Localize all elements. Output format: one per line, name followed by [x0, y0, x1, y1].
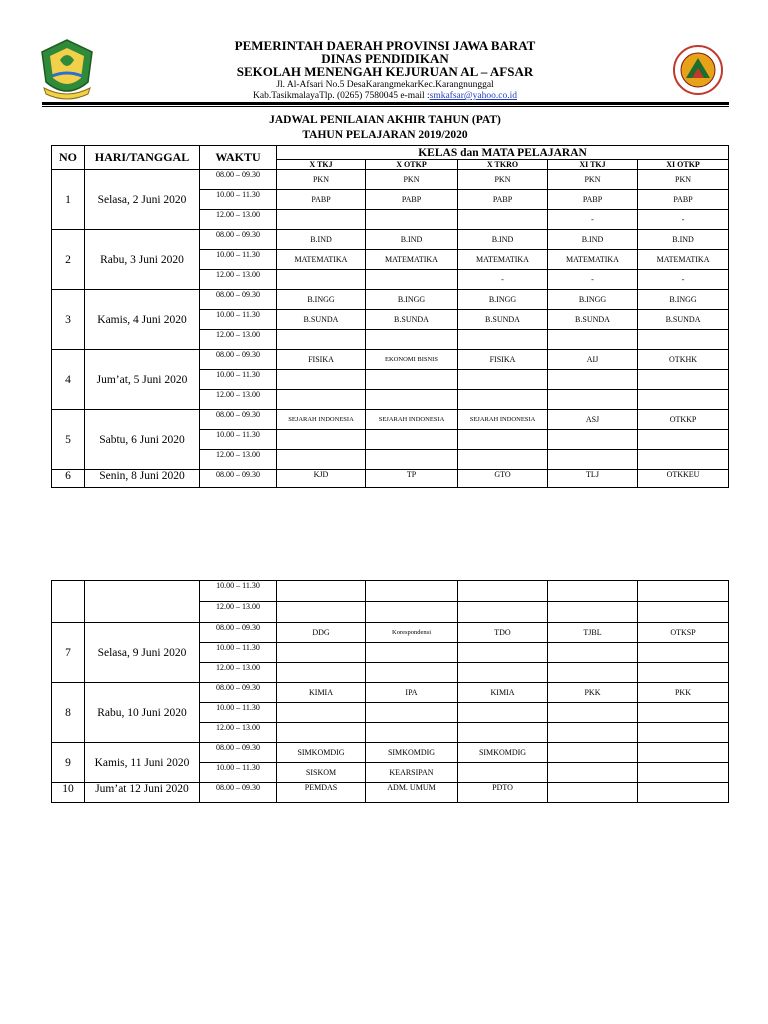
- subject-cell: MATEMATIKA: [548, 250, 638, 270]
- subject-cell: [548, 370, 638, 390]
- subject-cell: [638, 581, 729, 602]
- subject-cell: B.SUNDA: [458, 310, 548, 330]
- subject-cell: [366, 703, 458, 723]
- subject-cell: KEARSIPAN: [366, 763, 458, 783]
- subject-cell: B.IND: [458, 230, 548, 250]
- subject-cell: -: [548, 270, 638, 290]
- subject-cell: [366, 663, 458, 683]
- subject-cell: PDTO: [458, 783, 548, 803]
- subject-cell: PKN: [277, 170, 366, 190]
- subject-cell: -: [638, 210, 729, 230]
- subject-cell: [458, 430, 548, 450]
- header-day: HARI/TANGGAL: [85, 146, 200, 170]
- time-slot: 10.00 – 11.30: [200, 190, 277, 210]
- subject-cell: FISIKA: [277, 350, 366, 370]
- subject-cell: [366, 430, 458, 450]
- table-row: [52, 170, 729, 190]
- email-link[interactable]: smkafsar@yahoo.co.id: [429, 91, 517, 101]
- header-no: NO: [52, 146, 85, 170]
- school-contact: [200, 91, 570, 101]
- subject-cell: ADM. UMUM: [366, 783, 458, 803]
- subject-cell: AIJ: [548, 350, 638, 370]
- header-divider-thin: [42, 106, 729, 107]
- table-row: [52, 290, 729, 310]
- day-number: 4: [52, 350, 85, 410]
- day-number: 8: [52, 683, 85, 743]
- table-row: [52, 623, 729, 643]
- time-slot: 12.00 – 13.00: [200, 210, 277, 230]
- time-slot: 10.00 – 11.30: [200, 643, 277, 663]
- time-slot: 08.00 – 09.30: [200, 410, 277, 430]
- table-row: [52, 410, 729, 430]
- subject-cell: PKN: [366, 170, 458, 190]
- subject-cell: SIMKOMDIG: [366, 743, 458, 763]
- table-row: [52, 230, 729, 250]
- subject-cell: PABP: [458, 190, 548, 210]
- subject-cell: [277, 210, 366, 230]
- subject-cell: PABP: [277, 190, 366, 210]
- time-slot: 12.00 – 13.00: [200, 602, 277, 623]
- day-number: 2: [52, 230, 85, 290]
- time-slot: 08.00 – 09.30: [200, 350, 277, 370]
- subject-cell: MATEMATIKA: [366, 250, 458, 270]
- contact-prefix: Kab.TasikmalayaTlp. (0265) 7580045 e-mail :: [253, 91, 430, 101]
- subject-cell: [458, 602, 548, 623]
- subject-cell: EKONOMI BISNIS: [366, 350, 458, 370]
- subject-cell: B.IND: [638, 230, 729, 250]
- subject-cell: [277, 703, 366, 723]
- subject-cell: MATEMATIKA: [277, 250, 366, 270]
- day-date: Jum’at 12 Juni 2020: [85, 783, 200, 803]
- subject-cell: [458, 643, 548, 663]
- subject-cell: [366, 390, 458, 410]
- subject-cell: [548, 723, 638, 743]
- subject-cell: [458, 210, 548, 230]
- subject-cell: [638, 430, 729, 450]
- subject-cell: DDG: [277, 623, 366, 643]
- schedule-table-page2: [51, 580, 729, 803]
- subject-cell: [458, 581, 548, 602]
- header-class: XI TKJ: [548, 160, 638, 170]
- subject-cell: [458, 330, 548, 350]
- time-slot: 08.00 – 09.30: [200, 743, 277, 763]
- day-number: 9: [52, 743, 85, 783]
- subject-cell: [277, 370, 366, 390]
- subject-cell: [548, 763, 638, 783]
- day-date: Rabu, 3 Juni 2020: [85, 230, 200, 290]
- subject-cell: [277, 663, 366, 683]
- time-slot: 12.00 – 13.00: [200, 723, 277, 743]
- header-time: WAKTU: [200, 146, 277, 170]
- time-slot: 12.00 – 13.00: [200, 330, 277, 350]
- time-slot: 10.00 – 11.30: [200, 581, 277, 602]
- subject-cell: PABP: [548, 190, 638, 210]
- subject-cell: B.INGG: [277, 290, 366, 310]
- time-slot: 10.00 – 11.30: [200, 430, 277, 450]
- time-slot: 10.00 – 11.30: [200, 310, 277, 330]
- time-slot: 10.00 – 11.30: [200, 763, 277, 783]
- day-number: 1: [52, 170, 85, 230]
- subject-cell: B.IND: [277, 230, 366, 250]
- subject-cell: PKN: [638, 170, 729, 190]
- subject-cell: [366, 581, 458, 602]
- subject-cell: TLJ: [548, 470, 638, 488]
- subject-cell: [548, 390, 638, 410]
- subject-cell: [277, 330, 366, 350]
- subject-cell: [366, 723, 458, 743]
- subject-cell: [458, 703, 548, 723]
- time-slot: 10.00 – 11.30: [200, 370, 277, 390]
- subject-cell: PKN: [548, 170, 638, 190]
- subject-cell: TDO: [458, 623, 548, 643]
- header-class: XI OTKP: [638, 160, 729, 170]
- subject-cell: [277, 430, 366, 450]
- letterhead: [0, 0, 768, 110]
- subject-cell: B.SUNDA: [366, 310, 458, 330]
- subject-cell: PABP: [638, 190, 729, 210]
- time-slot: 08.00 – 09.30: [200, 623, 277, 643]
- day-number: 10: [52, 783, 85, 803]
- time-slot: 10.00 – 11.30: [200, 250, 277, 270]
- table-row: [52, 581, 729, 602]
- subject-cell: PKN: [458, 170, 548, 190]
- subject-cell: [277, 450, 366, 470]
- subject-cell: -: [548, 210, 638, 230]
- subject-cell: OTKKEU: [638, 470, 729, 488]
- day-date: Selasa, 2 Juni 2020: [85, 170, 200, 230]
- subject-cell: B.SUNDA: [638, 310, 729, 330]
- subject-cell: TJBL: [548, 623, 638, 643]
- subject-cell: ASJ: [548, 410, 638, 430]
- subject-cell: [638, 663, 729, 683]
- day-date: Sabtu, 6 Juni 2020: [85, 410, 200, 470]
- day-date: Kamis, 11 Juni 2020: [85, 743, 200, 783]
- day-number: 7: [52, 623, 85, 683]
- school-name: SEKOLAH MENENGAH KEJURUAN AL – AFSAR: [236, 64, 534, 79]
- subject-cell: [638, 763, 729, 783]
- document-subtitle: TAHUN PELAJARAN 2019/2020: [302, 129, 468, 141]
- subject-cell: B.INGG: [458, 290, 548, 310]
- department-name: DINAS PENDIDIKAN: [321, 51, 449, 66]
- subject-cell: [458, 450, 548, 470]
- subject-cell: KIMIA: [277, 683, 366, 703]
- time-slot: 08.00 – 09.30: [200, 170, 277, 190]
- subject-cell: [366, 370, 458, 390]
- subject-cell: SISKOM: [277, 763, 366, 783]
- day-number: 6: [52, 470, 85, 488]
- west-java-emblem-logo: [38, 38, 96, 100]
- subject-cell: SEJARAH INDONESIA: [277, 410, 366, 430]
- subject-cell: [638, 370, 729, 390]
- day-date: Senin, 8 Juni 2020: [85, 470, 200, 488]
- subject-cell: [458, 370, 548, 390]
- subject-cell: [638, 330, 729, 350]
- subject-cell: [458, 763, 548, 783]
- subject-cell: Korespondensi: [366, 623, 458, 643]
- subject-cell: [638, 390, 729, 410]
- day-date: Selasa, 9 Juni 2020: [85, 623, 200, 683]
- table-row: [52, 683, 729, 703]
- subject-cell: [458, 390, 548, 410]
- subject-cell: PEMDAS: [277, 783, 366, 803]
- subject-cell: [366, 210, 458, 230]
- time-slot: 10.00 – 11.30: [200, 703, 277, 723]
- table-row: [52, 783, 729, 803]
- subject-cell: [548, 581, 638, 602]
- subject-cell: [277, 270, 366, 290]
- table-row: [52, 743, 729, 763]
- day-number: 3: [52, 290, 85, 350]
- subject-cell: SIMKOMDIG: [458, 743, 548, 763]
- subject-cell: -: [458, 270, 548, 290]
- subject-cell: [277, 643, 366, 663]
- day-date: Kamis, 4 Juni 2020: [85, 290, 200, 350]
- subject-cell: TP: [366, 470, 458, 488]
- subject-cell: B.SUNDA: [548, 310, 638, 330]
- time-slot: 08.00 – 09.30: [200, 230, 277, 250]
- header-class: X OTKP: [366, 160, 458, 170]
- subject-cell: [638, 783, 729, 803]
- time-slot: 12.00 – 13.00: [200, 390, 277, 410]
- table-row: [52, 470, 729, 488]
- subject-cell: OTKSP: [638, 623, 729, 643]
- subject-cell: [638, 602, 729, 623]
- subject-cell: [548, 783, 638, 803]
- time-slot: 08.00 – 09.30: [200, 783, 277, 803]
- subject-cell: SIMKOMDIG: [277, 743, 366, 763]
- subject-cell: OTKKP: [638, 410, 729, 430]
- subject-cell: [638, 643, 729, 663]
- subject-cell: MATEMATIKA: [458, 250, 548, 270]
- government-name: PEMERINTAH DAERAH PROVINSI JAWA BARAT: [234, 38, 536, 53]
- subject-cell: MATEMATIKA: [638, 250, 729, 270]
- subject-cell: [638, 450, 729, 470]
- subject-cell: [458, 723, 548, 743]
- subject-cell: B.IND: [548, 230, 638, 250]
- time-slot: 08.00 – 09.30: [200, 683, 277, 703]
- header-divider-thick: [42, 102, 729, 105]
- subject-cell: [638, 743, 729, 763]
- subject-cell: KJD: [277, 470, 366, 488]
- day-number: 5: [52, 410, 85, 470]
- subject-cell: [458, 663, 548, 683]
- subject-cell: GTO: [458, 470, 548, 488]
- time-slot: 12.00 – 13.00: [200, 270, 277, 290]
- subject-cell: PKK: [548, 683, 638, 703]
- subject-cell: B.INGG: [366, 290, 458, 310]
- subject-cell: SEJARAH INDONESIA: [366, 410, 458, 430]
- subject-cell: [277, 581, 366, 602]
- schedule-table-page1: [51, 145, 729, 488]
- subject-cell: IPA: [366, 683, 458, 703]
- subject-cell: [366, 643, 458, 663]
- subject-cell: [638, 723, 729, 743]
- subject-cell: [548, 450, 638, 470]
- subject-cell: [638, 703, 729, 723]
- subject-cell: OTKHK: [638, 350, 729, 370]
- document-title: JADWAL PENILAIAN AKHIR TAHUN (PAT): [269, 114, 501, 126]
- subject-cell: [277, 602, 366, 623]
- subject-cell: [548, 743, 638, 763]
- subject-cell: [548, 703, 638, 723]
- header-class: X TKRO: [458, 160, 548, 170]
- school-logo: [672, 44, 724, 96]
- time-slot: 12.00 – 13.00: [200, 663, 277, 683]
- subject-cell: KIMIA: [458, 683, 548, 703]
- subject-cell: [548, 430, 638, 450]
- subject-cell: [548, 663, 638, 683]
- day-date: [85, 581, 200, 623]
- subject-cell: [366, 330, 458, 350]
- school-address: Jl. Al-Afsari No.5 DesaKarangmekarKec.Karangnunggal: [276, 80, 494, 90]
- subject-cell: [548, 643, 638, 663]
- subject-cell: FISIKA: [458, 350, 548, 370]
- time-slot: 08.00 – 09.30: [200, 470, 277, 488]
- subject-cell: [548, 330, 638, 350]
- subject-cell: -: [638, 270, 729, 290]
- subject-cell: [277, 723, 366, 743]
- time-slot: 12.00 – 13.00: [200, 450, 277, 470]
- subject-cell: PKK: [638, 683, 729, 703]
- subject-cell: PABP: [366, 190, 458, 210]
- subject-cell: B.INGG: [548, 290, 638, 310]
- day-date: Rabu, 10 Juni 2020: [85, 683, 200, 743]
- subject-cell: B.SUNDA: [277, 310, 366, 330]
- subject-cell: SEJARAH INDONESIA: [458, 410, 548, 430]
- header-class: X TKJ: [277, 160, 366, 170]
- subject-cell: [366, 602, 458, 623]
- day-number: [52, 581, 85, 623]
- time-slot: 08.00 – 09.30: [200, 290, 277, 310]
- subject-cell: [548, 602, 638, 623]
- subject-cell: [277, 390, 366, 410]
- subject-cell: [366, 270, 458, 290]
- subject-cell: [366, 450, 458, 470]
- table-row: [52, 350, 729, 370]
- header-class-group: KELAS dan MATA PELAJARAN: [277, 146, 729, 160]
- subject-cell: B.INGG: [638, 290, 729, 310]
- day-date: Jum’at, 5 Juni 2020: [85, 350, 200, 410]
- subject-cell: B.IND: [366, 230, 458, 250]
